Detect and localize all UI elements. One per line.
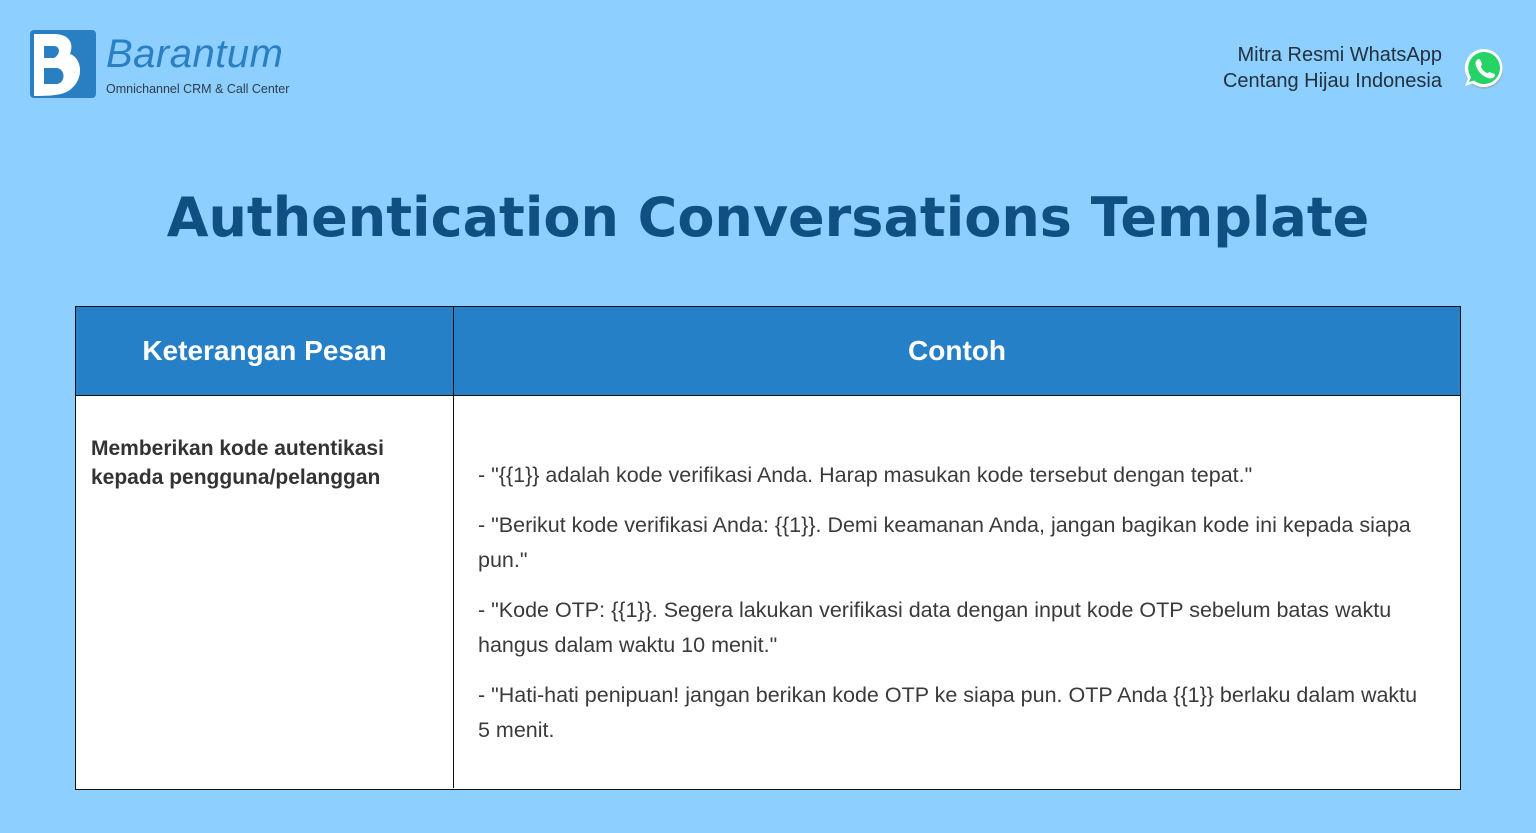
partner-line-2: Centang Hijau Indonesia: [1222, 70, 1442, 92]
barantum-logo-icon: [30, 30, 96, 98]
example-item-1: - "{{1}} adalah kode verifikasi Anda. Harap masukan kode tersebut dengan tepat.": [478, 463, 1253, 487]
example-item-2: - "Berikut kode verifikasi Anda: {{1}}. Demi keamanan Anda, jangan bagikan kode ini kepada siapa pun.": [478, 513, 1411, 572]
table-row: [76, 396, 1460, 788]
example-item-3: - "Kode OTP: {{1}}. Segera lakukan verifikasi data dengan input kode OTP sebelum batas waktu hangus dalam waktu 10 menit.": [478, 598, 1392, 657]
partner-badge: [1223, 42, 1506, 94]
brand-logo: [30, 30, 289, 98]
whatsapp-icon: [1462, 46, 1506, 90]
column-header-keterangan: Keterangan Pesan: [76, 307, 454, 395]
template-table: [75, 306, 1461, 790]
row-description: Memberikan kode autentikasi kepada pengguna/pelanggan: [76, 396, 454, 788]
brand-tagline: Omnichannel CRM & Call Center: [106, 82, 290, 96]
row-examples: [454, 396, 1460, 788]
column-header-contoh: Contoh: [908, 335, 1006, 366]
brand-name: Barantum: [106, 32, 284, 76]
partner-line-1: Mitra Resmi WhatsApp: [1237, 44, 1442, 66]
table-header: [76, 307, 1460, 396]
example-item-4: - "Hati-hati penipuan! jangan berikan kode OTP ke siapa pun. OTP Anda {{1}} berlaku dalam waktu 5 menit.: [478, 683, 1418, 742]
page-title: Authentication Conversations Template: [166, 186, 1370, 249]
